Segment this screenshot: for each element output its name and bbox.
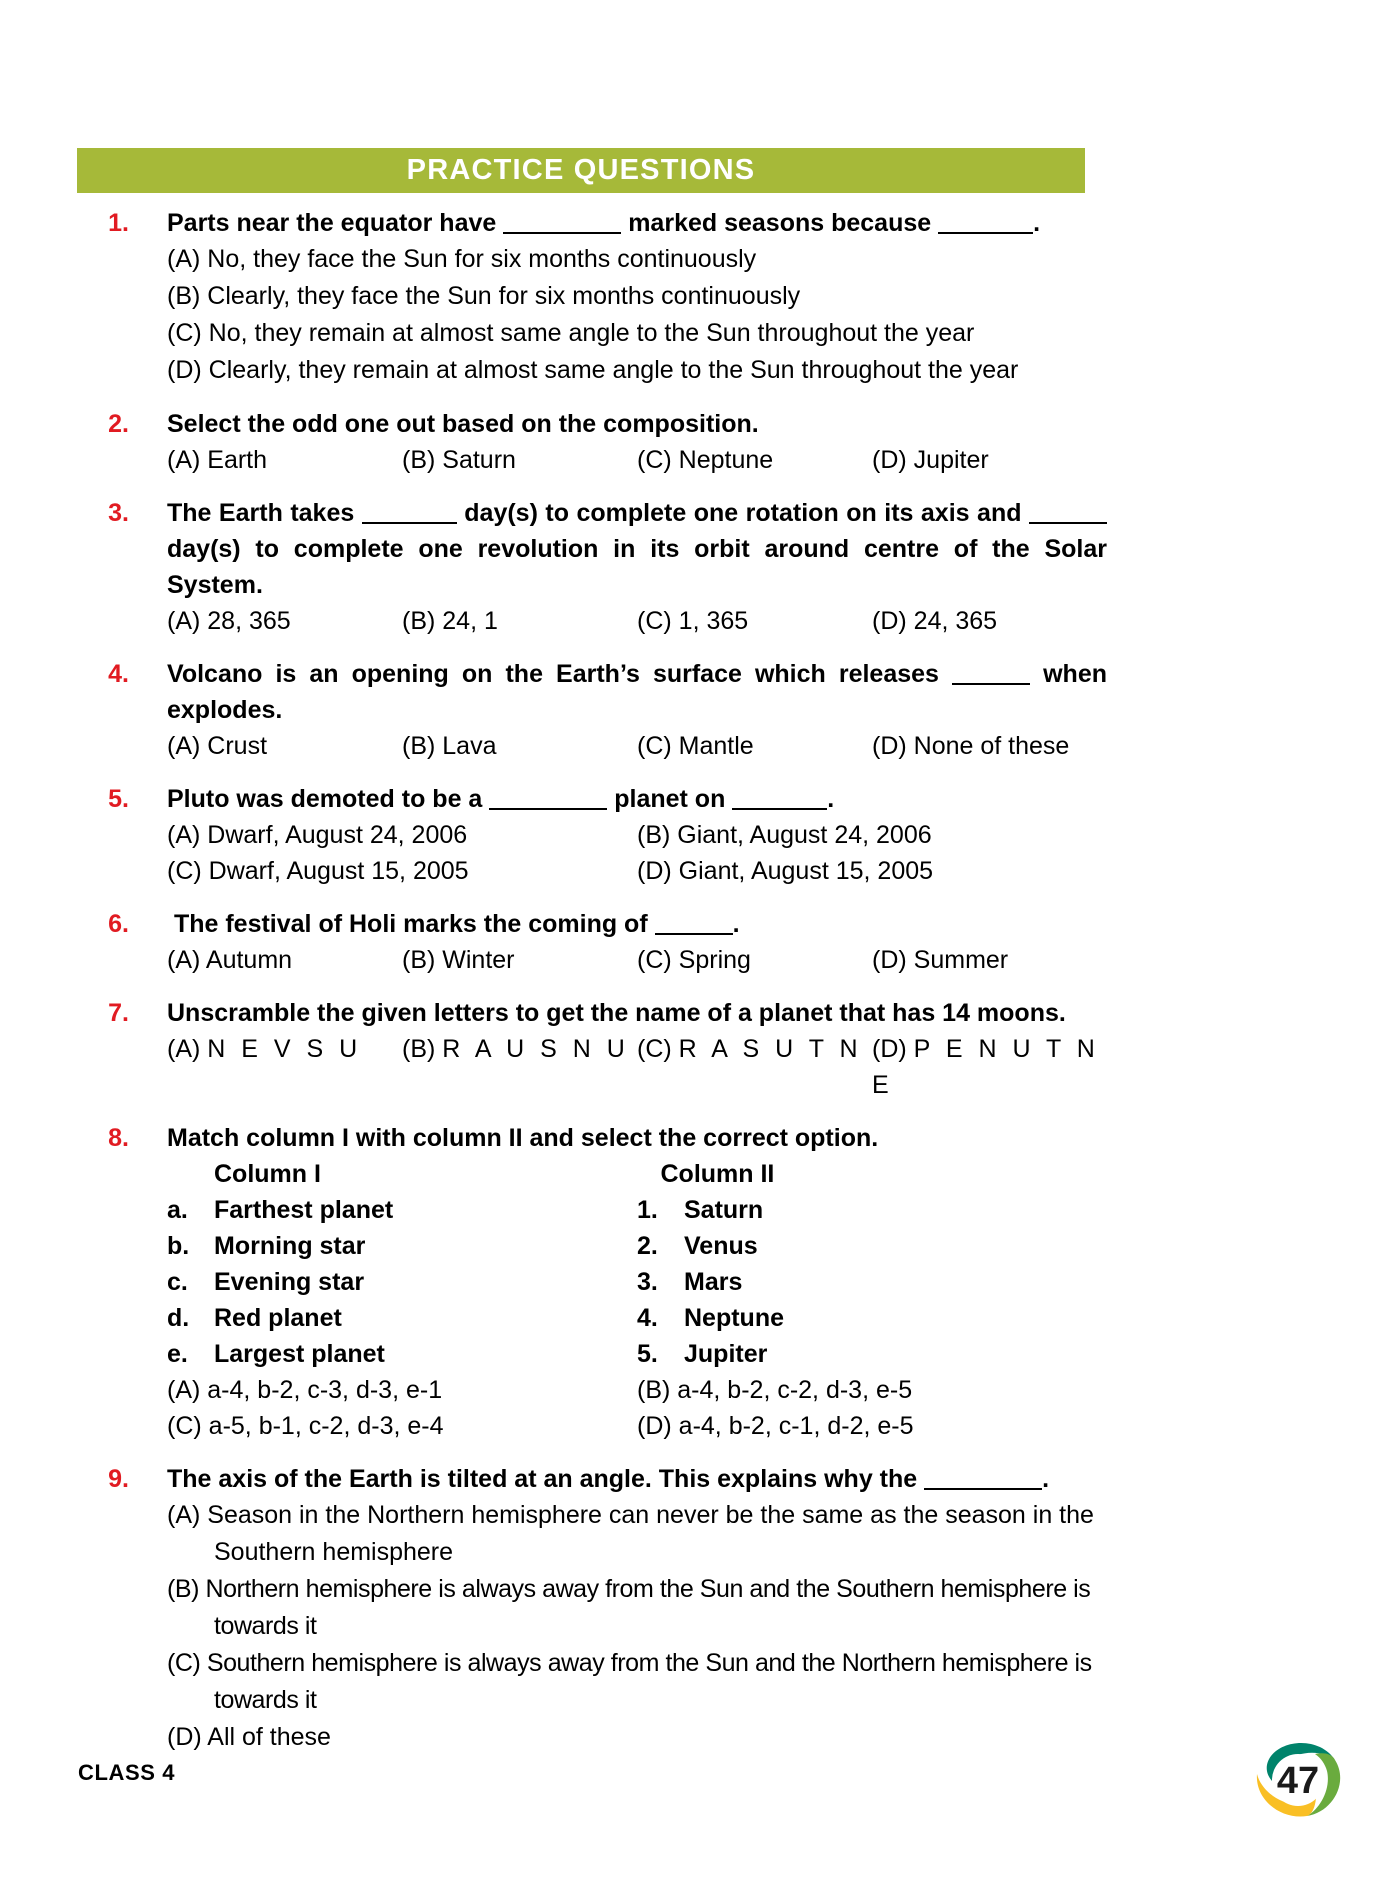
- row-key-left: a.: [167, 1196, 188, 1224]
- question-5: [77, 781, 1107, 889]
- row-key-right: 3.: [637, 1268, 658, 1296]
- option-label: (A): [167, 732, 201, 760]
- option-label: (C): [167, 1412, 202, 1440]
- option-label: (B): [402, 946, 436, 974]
- footer-class-label: CLASS 4: [78, 1760, 176, 1785]
- row-value-left: Morning star: [214, 1232, 366, 1260]
- option-text: a-4, b-2, c-1, d-2, e-5: [678, 1412, 914, 1440]
- option-label: (B): [402, 1035, 436, 1063]
- option-text: a-4, b-2, c-3, d-3, e-1: [207, 1376, 443, 1404]
- option-label: (C): [637, 946, 672, 974]
- option-item[interactable]: [872, 603, 1107, 639]
- question-stem: [167, 781, 1107, 817]
- option-item[interactable]: [637, 1372, 1107, 1408]
- stem-part-b: .: [1042, 1465, 1050, 1493]
- option-list: [167, 241, 1107, 389]
- page-number: 47: [1276, 1760, 1320, 1802]
- row-value-right: Neptune: [684, 1304, 784, 1332]
- answer-blank: [503, 232, 621, 234]
- row-key-right: 2.: [637, 1232, 658, 1260]
- option-list: [167, 728, 1107, 764]
- row-value-right: Jupiter: [684, 1340, 768, 1368]
- column-header-left: Column I: [214, 1160, 321, 1188]
- answer-blank: [1029, 522, 1107, 524]
- table-row: [167, 1192, 1107, 1228]
- question-3: [77, 495, 1107, 639]
- option-label: (B): [402, 607, 436, 635]
- option-label: (A): [167, 946, 201, 974]
- question-7: [77, 995, 1107, 1103]
- option-item[interactable]: (B) Clearly, they face the Sun for six months continuously: [167, 282, 801, 310]
- option-text: 28, 365: [207, 607, 291, 635]
- option-text: Earth: [207, 446, 268, 474]
- option-item[interactable]: (C) No, they remain at almost same angle to the Sun throughout the year: [167, 319, 975, 347]
- option-text: Summer: [913, 946, 1009, 974]
- option-label: (D): [637, 857, 672, 885]
- question-list: [77, 205, 1107, 1773]
- option-item[interactable]: [167, 728, 402, 764]
- option-text: Lava: [442, 732, 497, 760]
- option-label: (B): [637, 1376, 671, 1404]
- stem-part-c: .: [827, 785, 835, 813]
- table-row: [167, 1300, 1107, 1336]
- answer-blank: [952, 683, 1030, 685]
- option-label: (D): [872, 1035, 907, 1063]
- option-item[interactable]: [167, 1372, 637, 1408]
- question-number: 3.: [108, 499, 129, 527]
- question-number: 9.: [108, 1465, 129, 1493]
- question-stem: Match column I with column II and select the correct option.: [167, 1124, 879, 1152]
- option-label: (D): [872, 607, 907, 635]
- option-text: 1, 365: [678, 607, 749, 635]
- row-value-right: Mars: [684, 1268, 743, 1296]
- question-4: [77, 656, 1107, 764]
- option-list: [167, 442, 1107, 478]
- option-list: [167, 942, 1107, 978]
- row-value-left: Largest planet: [214, 1340, 385, 1368]
- answer-blank: [938, 232, 1033, 234]
- row-key-left: c.: [167, 1268, 188, 1296]
- option-text: Jupiter: [913, 446, 989, 474]
- question-stem: Unscramble the given letters to get the name of a planet that has 14 moons.: [167, 999, 1066, 1027]
- option-item[interactable]: [167, 442, 402, 478]
- question-number: 2.: [108, 410, 129, 438]
- stem-part-b: when explodes.: [167, 660, 1108, 724]
- stem-part-a: The festival of Holi marks the coming of: [173, 910, 648, 938]
- option-item[interactable]: [637, 817, 1107, 853]
- row-value-left: Evening star: [214, 1268, 365, 1296]
- option-item[interactable]: [637, 442, 872, 478]
- option-item[interactable]: [637, 853, 1107, 889]
- question-number: 4.: [108, 660, 129, 688]
- option-item[interactable]: [872, 1031, 1107, 1103]
- question-9: [77, 1461, 1107, 1756]
- option-item[interactable]: (C) Southern hemisphere is always away from the Sun and the Northern hemisphere is towards it: [167, 1649, 1092, 1714]
- option-label: (A): [167, 1376, 201, 1404]
- question-stem: [167, 1461, 1107, 1497]
- answer-blank: [732, 808, 827, 810]
- row-key-left: e.: [167, 1340, 188, 1368]
- question-number: 8.: [108, 1124, 129, 1152]
- question-2: [77, 406, 1107, 478]
- question-stem: [167, 205, 1107, 241]
- stem-part-a: Parts near the equator have: [167, 209, 497, 237]
- row-key-right: 1.: [637, 1196, 658, 1224]
- option-item[interactable]: [167, 1031, 402, 1103]
- stem-part-a: Pluto was demoted to be a: [167, 785, 483, 813]
- option-item[interactable]: [402, 442, 637, 478]
- option-item[interactable]: (A) Season in the Northern hemisphere can never be the same as the season in the Southern hemisphere: [167, 1501, 1094, 1566]
- stem-part-a: The Earth takes: [167, 499, 355, 527]
- option-label: (A): [167, 1035, 201, 1063]
- option-item[interactable]: [167, 942, 402, 978]
- match-table: [167, 1156, 1107, 1372]
- row-value-right: Saturn: [684, 1196, 764, 1224]
- option-text: None of these: [913, 732, 1070, 760]
- option-item[interactable]: [872, 728, 1107, 764]
- option-text: P E N U T N E: [872, 1035, 1100, 1099]
- table-row: [167, 1228, 1107, 1264]
- option-label: (B): [402, 446, 436, 474]
- answer-blank: [489, 808, 607, 810]
- option-item[interactable]: (B) Northern hemisphere is always away from the Sun and the Southern hemisphere is towards it: [167, 1575, 1091, 1640]
- question-number: 5.: [108, 785, 129, 813]
- option-label: (B): [637, 821, 671, 849]
- option-item[interactable]: [167, 1408, 637, 1444]
- option-item[interactable]: [402, 1031, 637, 1103]
- option-text: R A S U T N: [678, 1035, 863, 1063]
- stem-part-b: marked seasons because: [628, 209, 932, 237]
- row-value-right: Venus: [684, 1232, 758, 1260]
- option-text: a-4, b-2, c-2, d-3, e-5: [677, 1376, 913, 1404]
- stem-part-b: day(s) to complete one rotation on its axis and: [464, 499, 1022, 527]
- option-item[interactable]: [167, 817, 637, 853]
- option-label: (C): [637, 607, 672, 635]
- option-text: Crust: [207, 732, 268, 760]
- question-8: [77, 1120, 1107, 1444]
- question-number: 6.: [108, 910, 129, 938]
- question-stem: Select the odd one out based on the composition.: [167, 410, 759, 438]
- option-text: Dwarf, August 24, 2006: [207, 821, 468, 849]
- option-text: Autumn: [205, 946, 293, 974]
- option-label: (B): [402, 732, 436, 760]
- option-text: Winter: [442, 946, 515, 974]
- option-list: [167, 817, 1107, 889]
- question-1: [77, 205, 1107, 389]
- option-label: (D): [872, 446, 907, 474]
- stem-part-b: .: [732, 910, 740, 938]
- option-text: Spring: [678, 946, 751, 974]
- option-item[interactable]: [167, 603, 402, 639]
- table-row: [167, 1264, 1107, 1300]
- question-6: [77, 906, 1107, 978]
- option-list: [167, 1497, 1107, 1756]
- question-number: 7.: [108, 999, 129, 1027]
- option-text: a-5, b-1, c-2, d-3, e-4: [208, 1412, 444, 1440]
- row-value-left: Farthest planet: [214, 1196, 394, 1224]
- option-text: 24, 1: [442, 607, 498, 635]
- column-header-right: Column II: [660, 1160, 775, 1188]
- option-label: (D): [872, 946, 907, 974]
- row-value-left: Red planet: [214, 1304, 342, 1332]
- option-text: Mantle: [678, 732, 754, 760]
- option-item[interactable]: [402, 728, 637, 764]
- option-item[interactable]: (A) No, they face the Sun for six months continuously: [167, 245, 757, 273]
- option-item[interactable]: (D) Clearly, they remain at almost same angle to the Sun throughout the year: [167, 356, 1019, 384]
- option-item[interactable]: [402, 942, 637, 978]
- stem-part-c: .: [1033, 209, 1041, 237]
- page-number-logo: [1237, 1720, 1359, 1842]
- row-key-right: 4.: [637, 1304, 658, 1332]
- option-text: Saturn: [442, 446, 516, 474]
- option-text: Giant, August 24, 2006: [677, 821, 932, 849]
- stem-part-a: Volcano is an opening on the Earth’s surface which releases: [167, 660, 939, 688]
- option-item[interactable]: [402, 603, 637, 639]
- match-table-header: [167, 1156, 1107, 1192]
- option-item[interactable]: [637, 1031, 872, 1103]
- option-list: [167, 1031, 1107, 1103]
- option-item[interactable]: [637, 728, 872, 764]
- option-item[interactable]: [872, 942, 1107, 978]
- option-list: [167, 603, 1107, 639]
- option-item[interactable]: [637, 603, 872, 639]
- option-label: (D): [872, 732, 907, 760]
- practice-questions-banner: [77, 148, 1085, 193]
- option-text: N E V S U: [207, 1035, 362, 1063]
- option-item[interactable]: [872, 442, 1107, 478]
- option-text: Giant, August 15, 2005: [678, 857, 934, 885]
- question-stem: [167, 495, 1107, 603]
- option-text: Neptune: [678, 446, 774, 474]
- option-item[interactable]: (D) All of these: [167, 1723, 331, 1751]
- question-stem: [167, 656, 1107, 728]
- option-label: (A): [167, 446, 201, 474]
- option-label: (C): [637, 732, 672, 760]
- option-text: R A U S N U: [442, 1035, 630, 1063]
- option-text: 24, 365: [913, 607, 998, 635]
- option-label: (C): [167, 857, 202, 885]
- option-text: Dwarf, August 15, 2005: [208, 857, 469, 885]
- table-row: [167, 1336, 1107, 1372]
- option-list: [167, 1372, 1107, 1444]
- answer-blank: [655, 933, 733, 935]
- stem-part-a: The axis of the Earth is tilted at an angle. This explains why the: [167, 1465, 918, 1493]
- option-label: (D): [637, 1412, 672, 1440]
- option-item[interactable]: [637, 1408, 1107, 1444]
- option-label: (C): [637, 446, 672, 474]
- row-key-left: d.: [167, 1304, 190, 1332]
- question-stem: [167, 906, 1107, 942]
- stem-part-c: day(s) to complete one revolution in its orbit around centre of the Solar System.: [167, 535, 1107, 599]
- row-key-right: 5.: [637, 1340, 658, 1368]
- stem-part-b: planet on: [614, 785, 726, 813]
- banner-title: PRACTICE QUESTIONS: [406, 154, 756, 186]
- option-item[interactable]: [167, 853, 637, 889]
- answer-blank: [924, 1488, 1042, 1490]
- option-label: (A): [167, 821, 201, 849]
- row-key-left: b.: [167, 1232, 190, 1260]
- option-label: (C): [637, 1035, 672, 1063]
- option-item[interactable]: [637, 942, 872, 978]
- answer-blank: [362, 522, 457, 524]
- question-number: 1.: [108, 209, 129, 237]
- option-label: (A): [167, 607, 201, 635]
